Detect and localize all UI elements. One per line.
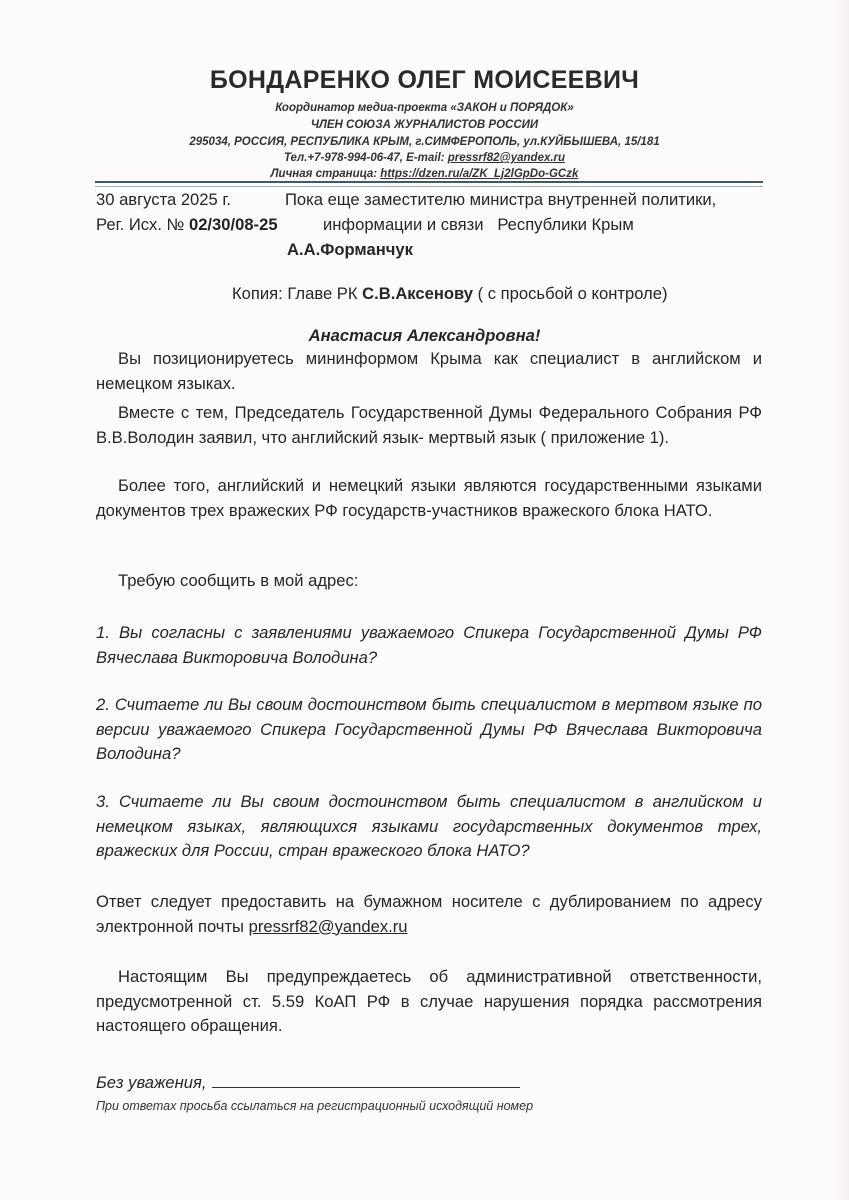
demand: Требую сообщить в мой адрес: <box>118 571 359 590</box>
question-1: 1. Вы согласны с заявлениями уважаемого Спикера Государственной Думы РФ Вячеслава Викторовича Володина? <box>96 623 762 667</box>
letterhead-membership: ЧЛЕН СОЮЗА ЖУРНАЛИСТОВ РОССИИ <box>310 119 539 131</box>
letter-date: 30 августа 2025 г. <box>96 190 231 209</box>
page-label: Личная страница: <box>270 168 381 180</box>
letterhead-contacts <box>0 152 849 164</box>
phone-label: Тел.+7-978-994-06-47, E-mail: <box>283 152 448 164</box>
letterhead-address: 295034, РОССИЯ, РЕСПУБЛИКА КРЫМ, г.СИМФЕРОПОЛЬ, ул.КУЙБЫШЕВА, 15/181 <box>189 136 660 148</box>
copy-suffix: ( с просьбой о контроле) <box>473 284 668 303</box>
addressee-name: А.А.Форманчук <box>287 240 413 259</box>
signature-line <box>212 1071 520 1088</box>
paragraph-2: Вместе с тем, Председатель Государственной Думы Федерального Собрания РФ В.В.Володин заявил, что английский язык- мертвый язык ( приложение 1). <box>96 403 762 447</box>
page-link[interactable]: https://dzen.ru/a/ZK_Lj2lGpDo-GCzk <box>380 168 579 180</box>
question-2: 2. Считаете ли Вы своим достоинством быть специалистом в мертвом языке по версии уважаемого Спикера Государственной Думы РФ Вячеслава Викторовича Володина? <box>96 695 762 764</box>
addressee-line2: информации и связи Республики Крым <box>323 215 634 234</box>
letterhead-name: БОНДАРЕНКО ОЛЕГ МОИСЕЕВИЧ <box>209 66 640 94</box>
header-divider <box>95 181 763 187</box>
reg-number <box>96 213 278 238</box>
question-3: 3. Считаете ли Вы своим достоинством быть специалистом в английском и немецком языках, являющихся языками государственных документов трех, вражеских для России, стран вражеского блока НАТО? <box>96 792 762 861</box>
addressee-line1: Пока еще заместителю министра внутренней политики, <box>285 190 717 209</box>
letterhead-page <box>0 168 849 180</box>
reg-value: 02/30/08-25 <box>188 215 278 234</box>
reg-label: Рег. Исх. № <box>96 215 189 234</box>
sign-off-text: Без уважения, <box>96 1073 207 1092</box>
copy-prefix: Копия: Главе РК <box>232 284 363 303</box>
paragraph-1: Вы позиционируетесь мининформом Крыма как специалист в английском и немецком языках. <box>96 349 762 393</box>
copy-name: С.В.Аксенову <box>362 284 474 303</box>
email-link[interactable]: pressrf82@yandex.ru <box>447 152 566 164</box>
warning-paragraph: Настоящим Вы предупреждаетесь об административной ответственности, предусмотренной ст. 5.59 КоАП РФ в случае нарушения порядка рассмотрения настоящего обращения. <box>96 967 762 1036</box>
answer-instructions <box>96 890 762 939</box>
answer-text: Ответ следует предоставить на бумажном носителе с дублированием по адресу электронной почты <box>96 892 762 936</box>
copy-line <box>232 282 668 307</box>
letterhead-role: Координатор медиа-проекта «ЗАКОН и ПОРЯДОК» <box>275 102 574 114</box>
sign-off <box>96 1071 520 1096</box>
footnote: При ответах просьба ссылаться на регистрационный исходящий номер <box>96 1099 534 1113</box>
answer-email-link[interactable]: pressrf82@yandex.ru <box>248 916 408 936</box>
paragraph-3: Более того, английский и немецкий языки являются государственными языками документов трех вражеских РФ государств-участников вражеского блока НАТО. <box>96 476 762 520</box>
greeting: Анастасия Александровна! <box>308 326 541 345</box>
scan-edge <box>831 0 849 1200</box>
